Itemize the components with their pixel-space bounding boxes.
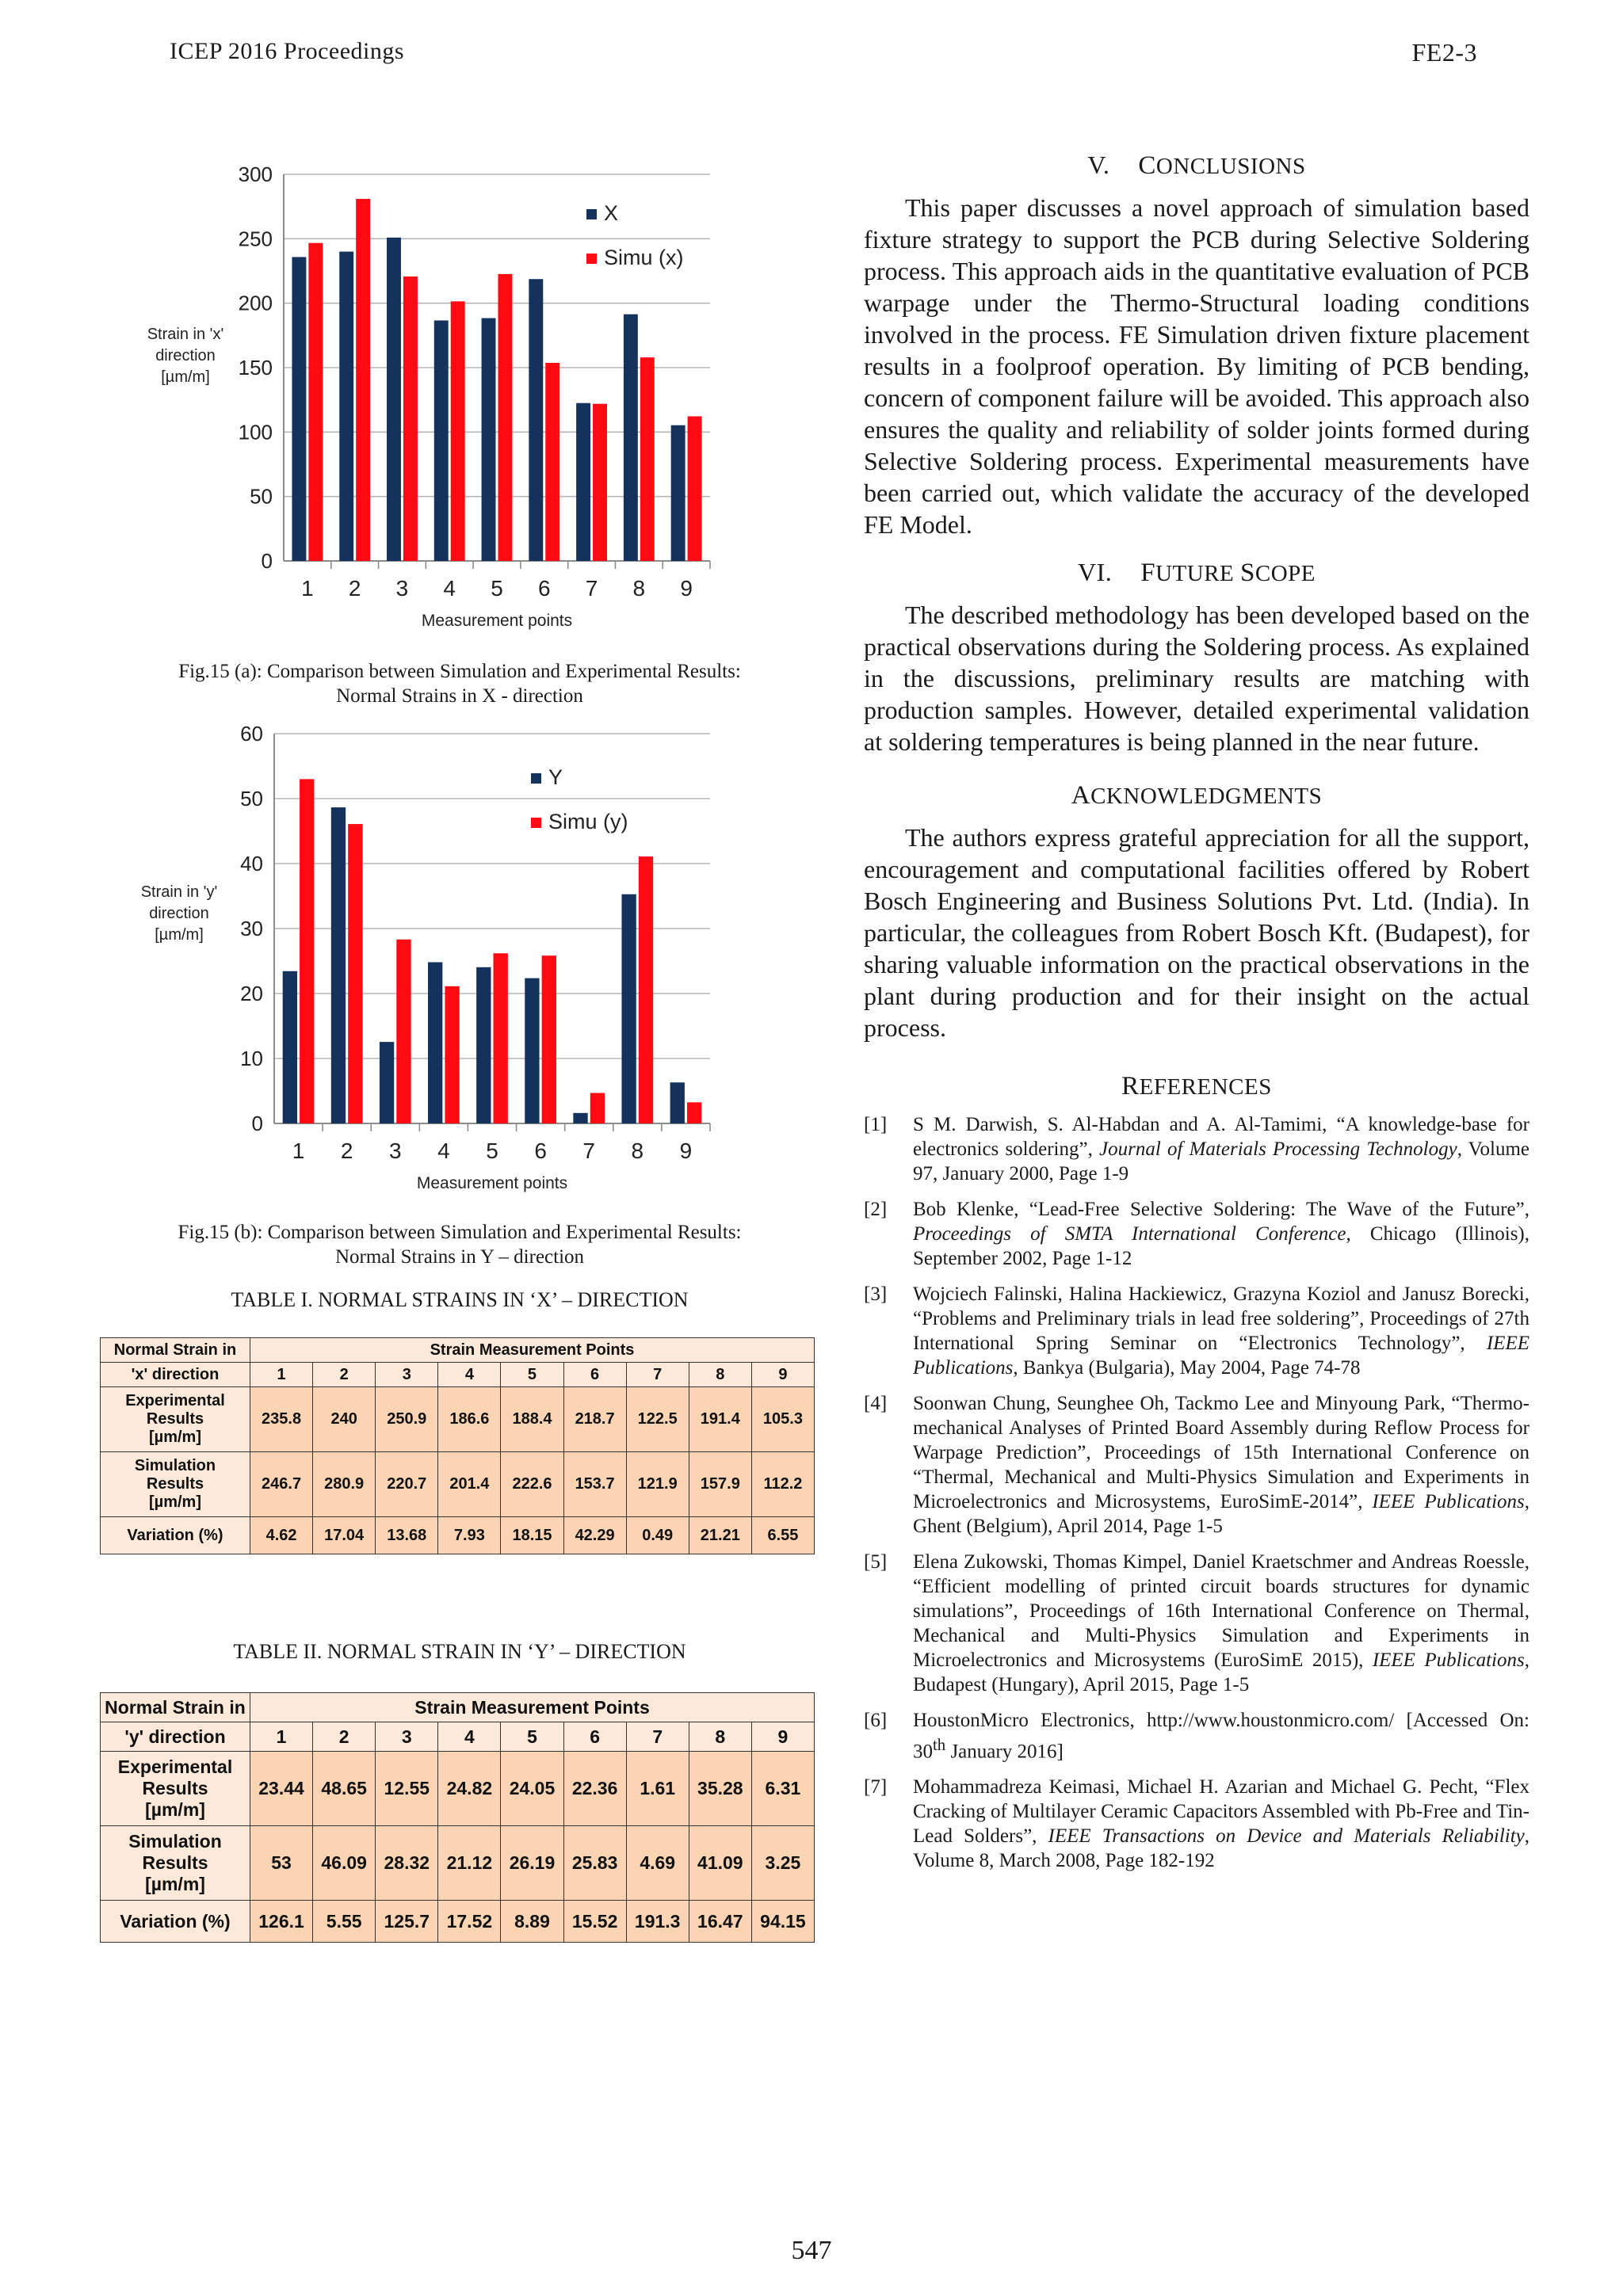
bar-experimental-7 [573, 1113, 587, 1123]
reference-part: Elena Zukowski, Thomas Kimpel, Daniel Kraetschmer and Andreas Roessle, “Efficient modelling of printed circuit boards structures for dynamic simulations”, Proceedings of 16th International Conference on Thermal, Mechanical and Multi-Physics Simulation and Experiments in Microelectronics and Microsystems (EuroSimE 2015), [913, 1551, 1529, 1671]
row-label-line: Results [142, 1778, 208, 1798]
future-scope-text: The described methodology has been developed based on the practical observations during the Soldering process. As explained in the discussions, preliminary results are matching with production samples. However, detailed experimental validation at soldering temperatures is being planned in the near future. [864, 601, 1529, 756]
table-cell: 125.7 [376, 1901, 438, 1943]
table2-point-6: 6 [563, 1722, 626, 1752]
bar-simulation-3 [396, 940, 411, 1123]
table-cell: 122.5 [626, 1387, 689, 1452]
table-cell: 222.6 [501, 1452, 563, 1517]
bar-simulation-6 [542, 955, 556, 1123]
row-label-line: [µm/m] [145, 1874, 205, 1894]
reference-text [913, 1112, 1529, 1186]
row-label-line: Variation (%) [120, 1910, 231, 1932]
legend-label: Y [548, 765, 563, 789]
table2-title: TABLE II. NORMAL STRAIN IN ‘Y’ – DIRECTION [233, 1640, 686, 1663]
y-axis-label: direction [149, 905, 209, 922]
bar-experimental-1 [283, 971, 297, 1123]
title-initial: C [1138, 151, 1156, 180]
y-tick-label: 250 [238, 227, 273, 251]
table-cell: 35.28 [689, 1752, 751, 1826]
table-cell: 26.19 [501, 1826, 563, 1901]
y-axis-label: Strain in 'y' [140, 883, 218, 901]
reference-number: [4] [864, 1393, 888, 1414]
x-tick-label: 4 [437, 1138, 450, 1163]
bar-simulation-6 [545, 363, 559, 561]
table-cell: 105.3 [751, 1387, 814, 1452]
table-cell: 3.25 [751, 1826, 814, 1901]
legend-swatch [531, 818, 541, 828]
table-cell: 1.61 [626, 1752, 689, 1826]
table-cell: 191.3 [626, 1901, 689, 1943]
table1-point-3: 3 [376, 1363, 438, 1387]
table-cell: 17.52 [438, 1901, 501, 1943]
table-cell: 201.4 [438, 1452, 501, 1517]
table-cell: 188.4 [501, 1387, 563, 1452]
table-normal-strain-x [100, 1337, 815, 1554]
reference-item [864, 1391, 1529, 1539]
bar-simulation-2 [356, 199, 370, 561]
reference-part: Bob Klenke, “Lead-Free Selective Soldering: The Wave of the Future”, [913, 1199, 1529, 1220]
table-row [101, 1752, 815, 1826]
reference-part: S M. Darwish, S. Al-Habdan and A. Al-Tamimi, “A knowledge-base for electronics soldering”, [913, 1114, 1529, 1160]
row-label-line: Experimental [125, 1392, 225, 1409]
table-cell: 46.09 [313, 1826, 376, 1901]
x-tick-label: 3 [388, 1138, 402, 1163]
row-label-line: Simulation [134, 1457, 216, 1474]
table-cell: 126.1 [250, 1901, 313, 1943]
bar-simulation-1 [300, 779, 314, 1123]
conclusions-text: This paper discusses a novel approach of simulation based fixture strategy to support the PCB during Selective Soldering process. This approach aids in the quantitative evaluation of PCB warpage under the Thermo-Structural loading conditions involved in the process. FE Simulation driven fixture placement results in a foolproof operation. By limiting of PCB bending, concern of component failure will be avoided. This approach also ensures the quality and reliability of solder joints formed during Selective Soldering process. Experimental measurements have been carried out, which validate the accuracy of the developed FE Model. [864, 193, 1530, 539]
x-tick-label: 2 [340, 1138, 353, 1163]
table2-point-7: 7 [626, 1722, 689, 1752]
section-title-acknowledgments [864, 781, 1529, 810]
y-tick-label: 0 [261, 549, 273, 573]
bar-experimental-4 [434, 320, 449, 561]
row-label [101, 1826, 250, 1901]
table-cell: 8.89 [501, 1901, 563, 1943]
bar-experimental-6 [525, 978, 539, 1123]
bar-simulation-7 [590, 1093, 605, 1123]
y-axis-label: [µm/m] [155, 926, 204, 944]
reference-text [913, 1197, 1529, 1271]
table-cell: 240 [313, 1387, 376, 1452]
table-cell: 17.04 [313, 1517, 376, 1554]
y-tick-label: 150 [238, 356, 273, 379]
reference-part: th [933, 1735, 946, 1754]
table-cell: 42.29 [563, 1517, 626, 1554]
bar-simulation-5 [498, 274, 512, 561]
x-tick-label: 8 [632, 576, 646, 601]
reference-part: , Volume 97, January 2000, Page 1-9 [913, 1138, 1529, 1184]
acknowledgments-text: The authors express grateful appreciation for all the support, encouragement and computational facilities offered by Robert Bosch Engineering and Business Solutions Pvt. Ltd. (India). In particular, the colleagues from Robert Bosch Kft. (Budapest), for sharing valuable information on the practical observations in the plant during production and for their insight on the actual process. [864, 823, 1529, 1042]
title-initial: R [1121, 1072, 1140, 1100]
reference-number: [2] [864, 1199, 888, 1220]
x-axis-label: Measurement points [421, 612, 573, 630]
x-tick-label: 5 [486, 1138, 498, 1163]
x-tick-label: 1 [292, 1138, 305, 1163]
bar-simulation-9 [687, 1102, 701, 1123]
section-title-conclusions [864, 151, 1529, 181]
reference-list [864, 1112, 1529, 1873]
table-cell: 6.31 [751, 1752, 814, 1826]
table1-point-8: 8 [689, 1363, 751, 1387]
page-number: 547 [791, 2236, 832, 2265]
row-label-line: Results [146, 1475, 204, 1493]
reference-text [913, 1391, 1529, 1539]
bar-simulation-8 [639, 856, 653, 1123]
table2-point-4: 4 [438, 1722, 501, 1752]
table-cell: 48.65 [313, 1752, 376, 1826]
table-row [101, 1826, 815, 1901]
x-tick-label: 1 [301, 576, 314, 601]
table-cell: 186.6 [438, 1387, 501, 1452]
title-initial: F [1140, 559, 1156, 587]
legend-swatch [586, 209, 597, 219]
table-cell: 41.09 [689, 1826, 751, 1901]
table-cell: 24.05 [501, 1752, 563, 1826]
reference-venue: IEEE Transactions on Device and Materials Reliability [1048, 1825, 1525, 1848]
bar-simulation-7 [593, 404, 607, 561]
right-column [864, 151, 1529, 1884]
reference-part: January 2016] [945, 1741, 1064, 1763]
table-cell: 4.69 [626, 1826, 689, 1901]
section-number: V. [1087, 151, 1110, 179]
table-cell: 4.62 [250, 1517, 313, 1554]
bar-experimental-5 [476, 967, 491, 1123]
table-cell: 28.32 [376, 1826, 438, 1901]
reference-part: , Chicago (Illinois), September 2002, Page 1-12 [913, 1223, 1529, 1269]
table2-point-5: 5 [501, 1722, 563, 1752]
reference-part: , Volume 8, March 2008, Page 182-192 [913, 1825, 1530, 1872]
title-initial: A [1071, 781, 1091, 810]
reference-part: , Ghent (Belgium), April 2014, Page 1-5 [913, 1491, 1529, 1537]
y-axis-label: [µm/m] [161, 368, 210, 386]
reference-text [913, 1708, 1529, 1764]
table1-point-9: 9 [751, 1363, 814, 1387]
bar-simulation-3 [403, 277, 418, 561]
y-tick-label: 40 [240, 852, 263, 875]
bar-experimental-9 [671, 425, 685, 561]
table1-point-2: 2 [313, 1363, 376, 1387]
reference-item [864, 1282, 1529, 1380]
reference-part: , Budapest (Hungary), April 2015, Page 1-5 [913, 1650, 1529, 1695]
reference-text [913, 1775, 1529, 1873]
bar-experimental-9 [670, 1082, 685, 1123]
x-tick-label: 4 [443, 576, 456, 601]
x-tick-label: 7 [585, 576, 598, 601]
table2-group-header: Strain Measurement Points [250, 1693, 815, 1722]
title-rest: EFERENCES [1139, 1074, 1272, 1100]
bar-experimental-1 [292, 257, 306, 561]
legend-label: Simu (y) [548, 810, 628, 833]
reference-item [864, 1708, 1529, 1764]
reference-item [864, 1197, 1529, 1271]
x-tick-label: 5 [491, 576, 503, 601]
row-label-line: [µm/m] [149, 1428, 201, 1446]
y-axis-label: direction [155, 347, 216, 364]
table-cell: 0.49 [626, 1517, 689, 1554]
chart-normal-strain-x [119, 151, 808, 650]
chart-normal-strain-y [119, 715, 808, 1206]
table1-point-1: 1 [250, 1363, 313, 1387]
y-tick-label: 50 [250, 484, 273, 509]
section-title-future-scope [864, 558, 1529, 588]
table-cell: 157.9 [689, 1452, 751, 1517]
bar-experimental-7 [576, 403, 590, 561]
reference-part: Mohammadreza Keimasi, Michael H. Azarian and Michael G. Pecht, “Flex Cracking of Multilayer Ceramic Capacitors Assembled with Pb-Free and Tin-Lead Solders”, [913, 1776, 1529, 1848]
table-cell: 12.55 [376, 1752, 438, 1826]
table2-head-label-1: Normal Strain in [101, 1693, 250, 1722]
y-tick-label: 10 [240, 1047, 263, 1070]
bar-simulation-4 [445, 986, 459, 1123]
x-tick-label: 3 [395, 576, 409, 601]
row-label-line: Variation (%) [127, 1526, 223, 1544]
caption-b-line2: Normal Strains in Y – direction [334, 1246, 585, 1268]
x-tick-label: 8 [631, 1138, 644, 1163]
row-label [101, 1517, 250, 1554]
reference-part: Wojciech Falinski, Halina Hackiewicz, Grazyna Koziol and Janusz Borecki, “Problems and Preliminary trials in lead free soldering”, Proceedings of 27th International Spring Seminar on “Electronics Technology”, [913, 1283, 1529, 1354]
y-tick-label: 60 [240, 722, 263, 746]
row-label [101, 1452, 250, 1517]
y-tick-label: 30 [240, 917, 263, 940]
reference-part: HoustonMicro Electronics, http://www.houstonmicro.com/ [Accessed On: 30 [913, 1710, 1529, 1763]
row-label-line: Experimental [117, 1756, 233, 1777]
y-tick-label: 0 [251, 1112, 263, 1135]
legend-label: Simu (x) [604, 246, 684, 269]
figure-caption-a [95, 659, 824, 708]
y-tick-label: 50 [240, 787, 263, 810]
bar-simulation-1 [308, 243, 323, 561]
row-label-line: Results [146, 1410, 204, 1428]
section-number: VI. [1077, 558, 1113, 586]
bar-simulation-2 [348, 824, 362, 1123]
table1-point-6: 6 [563, 1363, 626, 1387]
table-cell: 23.44 [250, 1752, 313, 1826]
reference-item [864, 1112, 1529, 1186]
table-cell: 21.21 [689, 1517, 751, 1554]
bar-experimental-8 [624, 315, 638, 561]
row-label [101, 1752, 250, 1826]
table1-group-header: Strain Measurement Points [250, 1338, 815, 1363]
bar-experimental-5 [482, 318, 496, 561]
reference-venue: IEEE Publications [913, 1333, 1529, 1379]
y-tick-label: 300 [238, 162, 273, 186]
reference-part: Soonwan Chung, Seunghee Oh, Tackmo Lee and Minyoung Park, “Thermo-mechanical Analyses of Printed Board Assembly during Reflow Process for Warpage Prediction”, Proceedings of 15th International Conference on “Thermal, Mechanical and Multi-Physics Simulation and Experiments in Microelectronics and Microsystems, EuroSimE-2014”, [913, 1393, 1529, 1512]
legend-swatch [586, 254, 597, 264]
bar-experimental-3 [387, 238, 401, 561]
table-cell: 235.8 [250, 1387, 313, 1452]
reference-number: [7] [864, 1776, 888, 1798]
x-tick-label: 9 [679, 1138, 693, 1163]
row-label-line: [µm/m] [149, 1493, 201, 1511]
reference-item [864, 1550, 1529, 1697]
caption-a-line1: Fig.15 (a): Comparison between Simulation and Experimental Results: [178, 661, 741, 682]
table-cell: 24.82 [438, 1752, 501, 1826]
table-row [101, 1901, 815, 1943]
y-tick-label: 20 [240, 982, 263, 1005]
table1-point-4: 4 [438, 1363, 501, 1387]
table-normal-strain-y [100, 1692, 815, 1943]
bar-simulation-5 [494, 953, 508, 1123]
table2-point-3: 3 [376, 1722, 438, 1752]
table1-title: TABLE I. NORMAL STRAINS IN ‘X’ – DIRECTION [231, 1288, 689, 1311]
reference-number: [5] [864, 1551, 888, 1573]
table-cell: 112.2 [751, 1452, 814, 1517]
table-cell: 218.7 [563, 1387, 626, 1452]
bar-simulation-8 [640, 357, 655, 561]
bar-simulation-4 [451, 301, 465, 561]
title-rest: COPE [1254, 561, 1316, 586]
reference-number: [6] [864, 1710, 888, 1731]
caption-a-line2: Normal Strains in X - direction [336, 685, 583, 707]
caption-b-line1: Fig.15 (b): Comparison between Simulation and Experimental Results: [178, 1222, 742, 1243]
y-axis-label: Strain in 'x' [147, 326, 224, 343]
table2-head-label-2: 'y' direction [101, 1722, 250, 1752]
table1-point-7: 7 [626, 1363, 689, 1387]
bar-experimental-4 [428, 962, 442, 1123]
table-row [101, 1452, 815, 1517]
table-cell: 191.4 [689, 1387, 751, 1452]
bar-experimental-2 [331, 807, 346, 1123]
table-cell: 21.12 [438, 1826, 501, 1901]
reference-venue: IEEE Publications [1372, 1650, 1525, 1671]
table-cell: 7.93 [438, 1517, 501, 1554]
table-cell: 18.15 [501, 1517, 563, 1554]
table-cell: 53 [250, 1826, 313, 1901]
row-label-line: Simulation [128, 1831, 222, 1852]
table1-head-label-2: 'x' direction [101, 1363, 250, 1387]
reference-text [913, 1550, 1529, 1697]
reference-number: [3] [864, 1283, 888, 1305]
x-tick-label: 6 [537, 576, 551, 601]
table-cell: 246.7 [250, 1452, 313, 1517]
y-tick-label: 200 [238, 291, 273, 315]
x-axis-label: Measurement points [416, 1174, 568, 1192]
table-row [101, 1387, 815, 1452]
table-cell: 13.68 [376, 1517, 438, 1554]
reference-venue: IEEE Publications [1372, 1491, 1525, 1512]
table-cell: 280.9 [313, 1452, 376, 1517]
table-cell: 153.7 [563, 1452, 626, 1517]
header-proceedings: ICEP 2016 Proceedings [170, 38, 405, 64]
x-tick-label: 9 [680, 576, 693, 601]
row-label-line: [µm/m] [145, 1799, 205, 1820]
table-cell: 5.55 [313, 1901, 376, 1943]
table1-head-label-1: Normal Strain in [101, 1338, 250, 1363]
row-label [101, 1387, 250, 1452]
table2-point-1: 1 [250, 1722, 313, 1752]
bar-experimental-2 [339, 252, 353, 561]
y-tick-label: 100 [238, 420, 273, 444]
figure-caption-b [95, 1220, 824, 1269]
header-paper-id: FE2-3 [1411, 38, 1477, 67]
table2-point-9: 9 [751, 1722, 814, 1752]
table1-point-5: 5 [501, 1363, 563, 1387]
table-cell: 15.52 [563, 1901, 626, 1943]
legend-swatch [531, 773, 541, 784]
table-cell: 94.15 [751, 1901, 814, 1943]
section-title-references [864, 1072, 1529, 1101]
table-cell: 16.47 [689, 1901, 751, 1943]
table-cell: 6.55 [751, 1517, 814, 1554]
title-rest: CKNOWLEDGMENTS [1090, 784, 1323, 809]
table-cell: 25.83 [563, 1826, 626, 1901]
table-cell: 121.9 [626, 1452, 689, 1517]
x-tick-label: 7 [582, 1138, 596, 1163]
bar-experimental-8 [621, 894, 636, 1123]
row-label-line: Results [142, 1852, 208, 1873]
title-rest: ONCLUSIONS [1155, 154, 1306, 179]
title-initial: S [1240, 559, 1255, 587]
reference-text [913, 1282, 1529, 1380]
row-label [101, 1901, 250, 1943]
reference-venue: Journal of Materials Processing Technology [1099, 1138, 1457, 1160]
bar-simulation-9 [688, 416, 702, 561]
legend-label: X [604, 201, 619, 225]
title-rest: UTURE [1155, 561, 1241, 586]
reference-number: [1] [864, 1114, 888, 1135]
x-tick-label: 6 [534, 1138, 547, 1163]
reference-item [864, 1775, 1529, 1873]
x-tick-label: 2 [348, 576, 361, 601]
table-row [101, 1517, 815, 1554]
table-cell: 220.7 [376, 1452, 438, 1517]
bar-experimental-6 [529, 279, 543, 561]
reference-part: , Bankya (Bulgaria), May 2004, Page 74-78 [1013, 1357, 1361, 1379]
reference-venue: Proceedings of SMTA International Conference [913, 1223, 1346, 1245]
bar-experimental-3 [380, 1042, 394, 1123]
table2-point-8: 8 [689, 1722, 751, 1752]
table-cell: 22.36 [563, 1752, 626, 1826]
table2-point-2: 2 [313, 1722, 376, 1752]
table-cell: 250.9 [376, 1387, 438, 1452]
